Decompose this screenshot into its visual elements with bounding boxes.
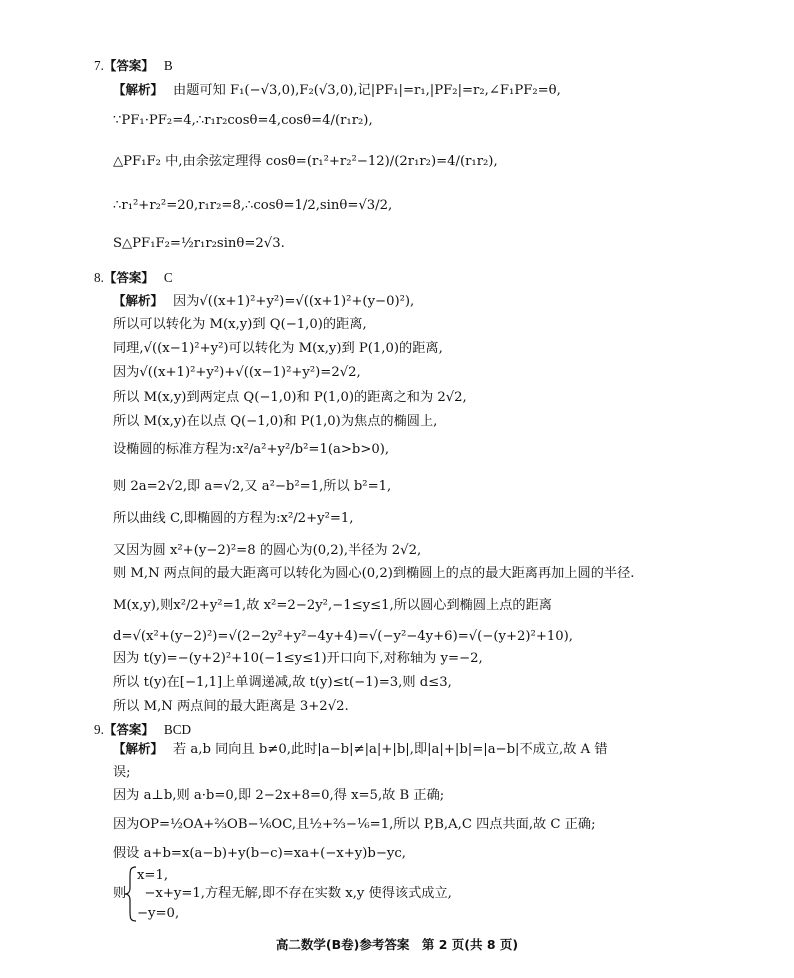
q8-line-11: 则 M,N 两点间的最大距离可以转化为圆心(0,2)到椭圆上的点的最大距离再加上圆的半径. [113,566,635,581]
q9-system-body: −x+y=1,方程无解,即不存在实数 x,y 使得该式成立, [140,886,452,901]
q8-header [94,268,173,286]
q8-line-2: 所以可以转化为 M(x,y)到 Q(−1,0)的距离, [113,317,367,332]
q7-header [94,56,173,74]
q8-line-4: 因为√((x+1)²+y²)+√((x−1)²+y²)=2√2, [113,365,361,380]
q9-number: 9. [94,722,104,737]
q7-line-3: △PF₁F₂ 中,由余弦定理得 cosθ=(r₁²+r₂²−12)/(2r₁r₂)=4/(r₁r₂), [113,154,498,169]
q9-line-4: 因为OP=½OA+⅔OB−⅙OC,且½+⅔−⅙=1,所以 P,B,A,C 四点共面,故 C 正确; [113,817,596,832]
q9-answer-tag: 【答案】 [103,722,154,737]
q7-line-4: ∴r₁²+r₂²=20,r₁r₂=8,∴cosθ=1/2,sinθ=√3/2, [113,198,393,213]
q9-line-5: 假设 a+b=x(a−b)+y(b−c)=xa+(−x+y)b−yc, [113,846,406,861]
q8-line-1: 【解析】 因为√((x+1)²+y²)=√((x+1)²+(y−0)²), [113,293,415,309]
q7-line-5: S△PF₁F₂=½r₁r₂sinθ=2√3. [113,236,285,251]
q8-line-8: 则 2a=2√2,即 a=√2,又 a²−b²=1,所以 b²=1, [113,479,392,494]
q8-analysis-tag: 【解析】 [113,293,164,308]
q7-analysis-tag: 【解析】 [113,82,164,97]
q7-line-2: ∵PF₁·PF₂=4,∴r₁r₂cosθ=4,cosθ=4/(r₁r₂), [113,113,373,128]
q8-line-10: 又因为圆 x²+(y−2)²=8 的圆心为(0,2),半径为 2√2, [113,543,422,558]
q8-answer-tag: 【答案】 [103,270,154,285]
q9-system-prefix: 则 [113,886,127,901]
page-footer: 高二数学(B卷)参考答案 第 2 页(共 8 页) [275,937,519,952]
q7-line-1: 【解析】 由题可知 F₁(−√3,0),F₂(√3,0),记|PF₁|=r₁,|PF₂|=r₂,∠F₁PF₂=θ, [113,82,561,98]
q8-line-9: 所以曲线 C,即椭圆的方程为:x²/2+y²=1, [113,511,354,526]
q9-analysis-tag: 【解析】 [113,741,164,756]
q8-line-13: d=√(x²+(y−2)²)=√(2−2y²+y²−4y+4)=√(−y²−4y+6)=√(−(y+2)²+10), [113,629,573,644]
q8-line-12: M(x,y),则x²/2+y²=1,故 x²=2−2y²,−1≤y≤1,所以圆心到椭圆上点的距离 [113,598,552,613]
q9-system-line-1: x=1, [137,868,169,883]
q8-line-3: 同理,√((x−1)²+y²)可以转化为 M(x,y)到 P(1,0)的距离, [113,341,443,356]
q7-answer: B [163,58,173,73]
q8-line-14: 因为 t(y)=−(y+2)²+10(−1≤y≤1)开口向下,对称轴为 y=−2, [113,651,483,666]
q8-line-16: 所以 M,N 两点间的最大距离是 3+2√2. [113,699,349,714]
q9-answer: BCD [163,722,192,737]
q9-line-1: 【解析】 若 a,b 同向且 b≠0,此时|a−b|≠|a|+|b|,即|a|+|b|=|a−b|不成立,故 A 错 [113,741,608,757]
q8-line-6: 所以 M(x,y)在以点 Q(−1,0)和 P(1,0)为焦点的椭圆上, [113,414,438,429]
q9-line-2: 误; [113,765,131,780]
q8-number: 8. [94,270,104,285]
q8-answer: C [163,270,173,285]
q8-line-15: 所以 t(y)在[−1,1]上单调递减,故 t(y)≤t(−1)=3,则 d≤3, [113,675,452,690]
q9-system-line-2 [113,887,452,900]
q7-number: 7. [94,58,104,73]
q9-line-3: 因为 a⊥b,则 a·b=0,即 2−2x+8=0,得 x=5,故 B 正确; [113,788,445,803]
q8-line-5: 所以 M(x,y)到两定点 Q(−1,0)和 P(1,0)的距离之和为 2√2, [113,390,467,405]
q9-header [94,720,191,738]
q8-line-7: 设椭圆的标准方程为:x²/a²+y²/b²=1(a>b>0), [113,442,390,457]
q9-system-line-3: −y=0, [137,906,180,921]
q7-answer-tag: 【答案】 [103,58,154,73]
